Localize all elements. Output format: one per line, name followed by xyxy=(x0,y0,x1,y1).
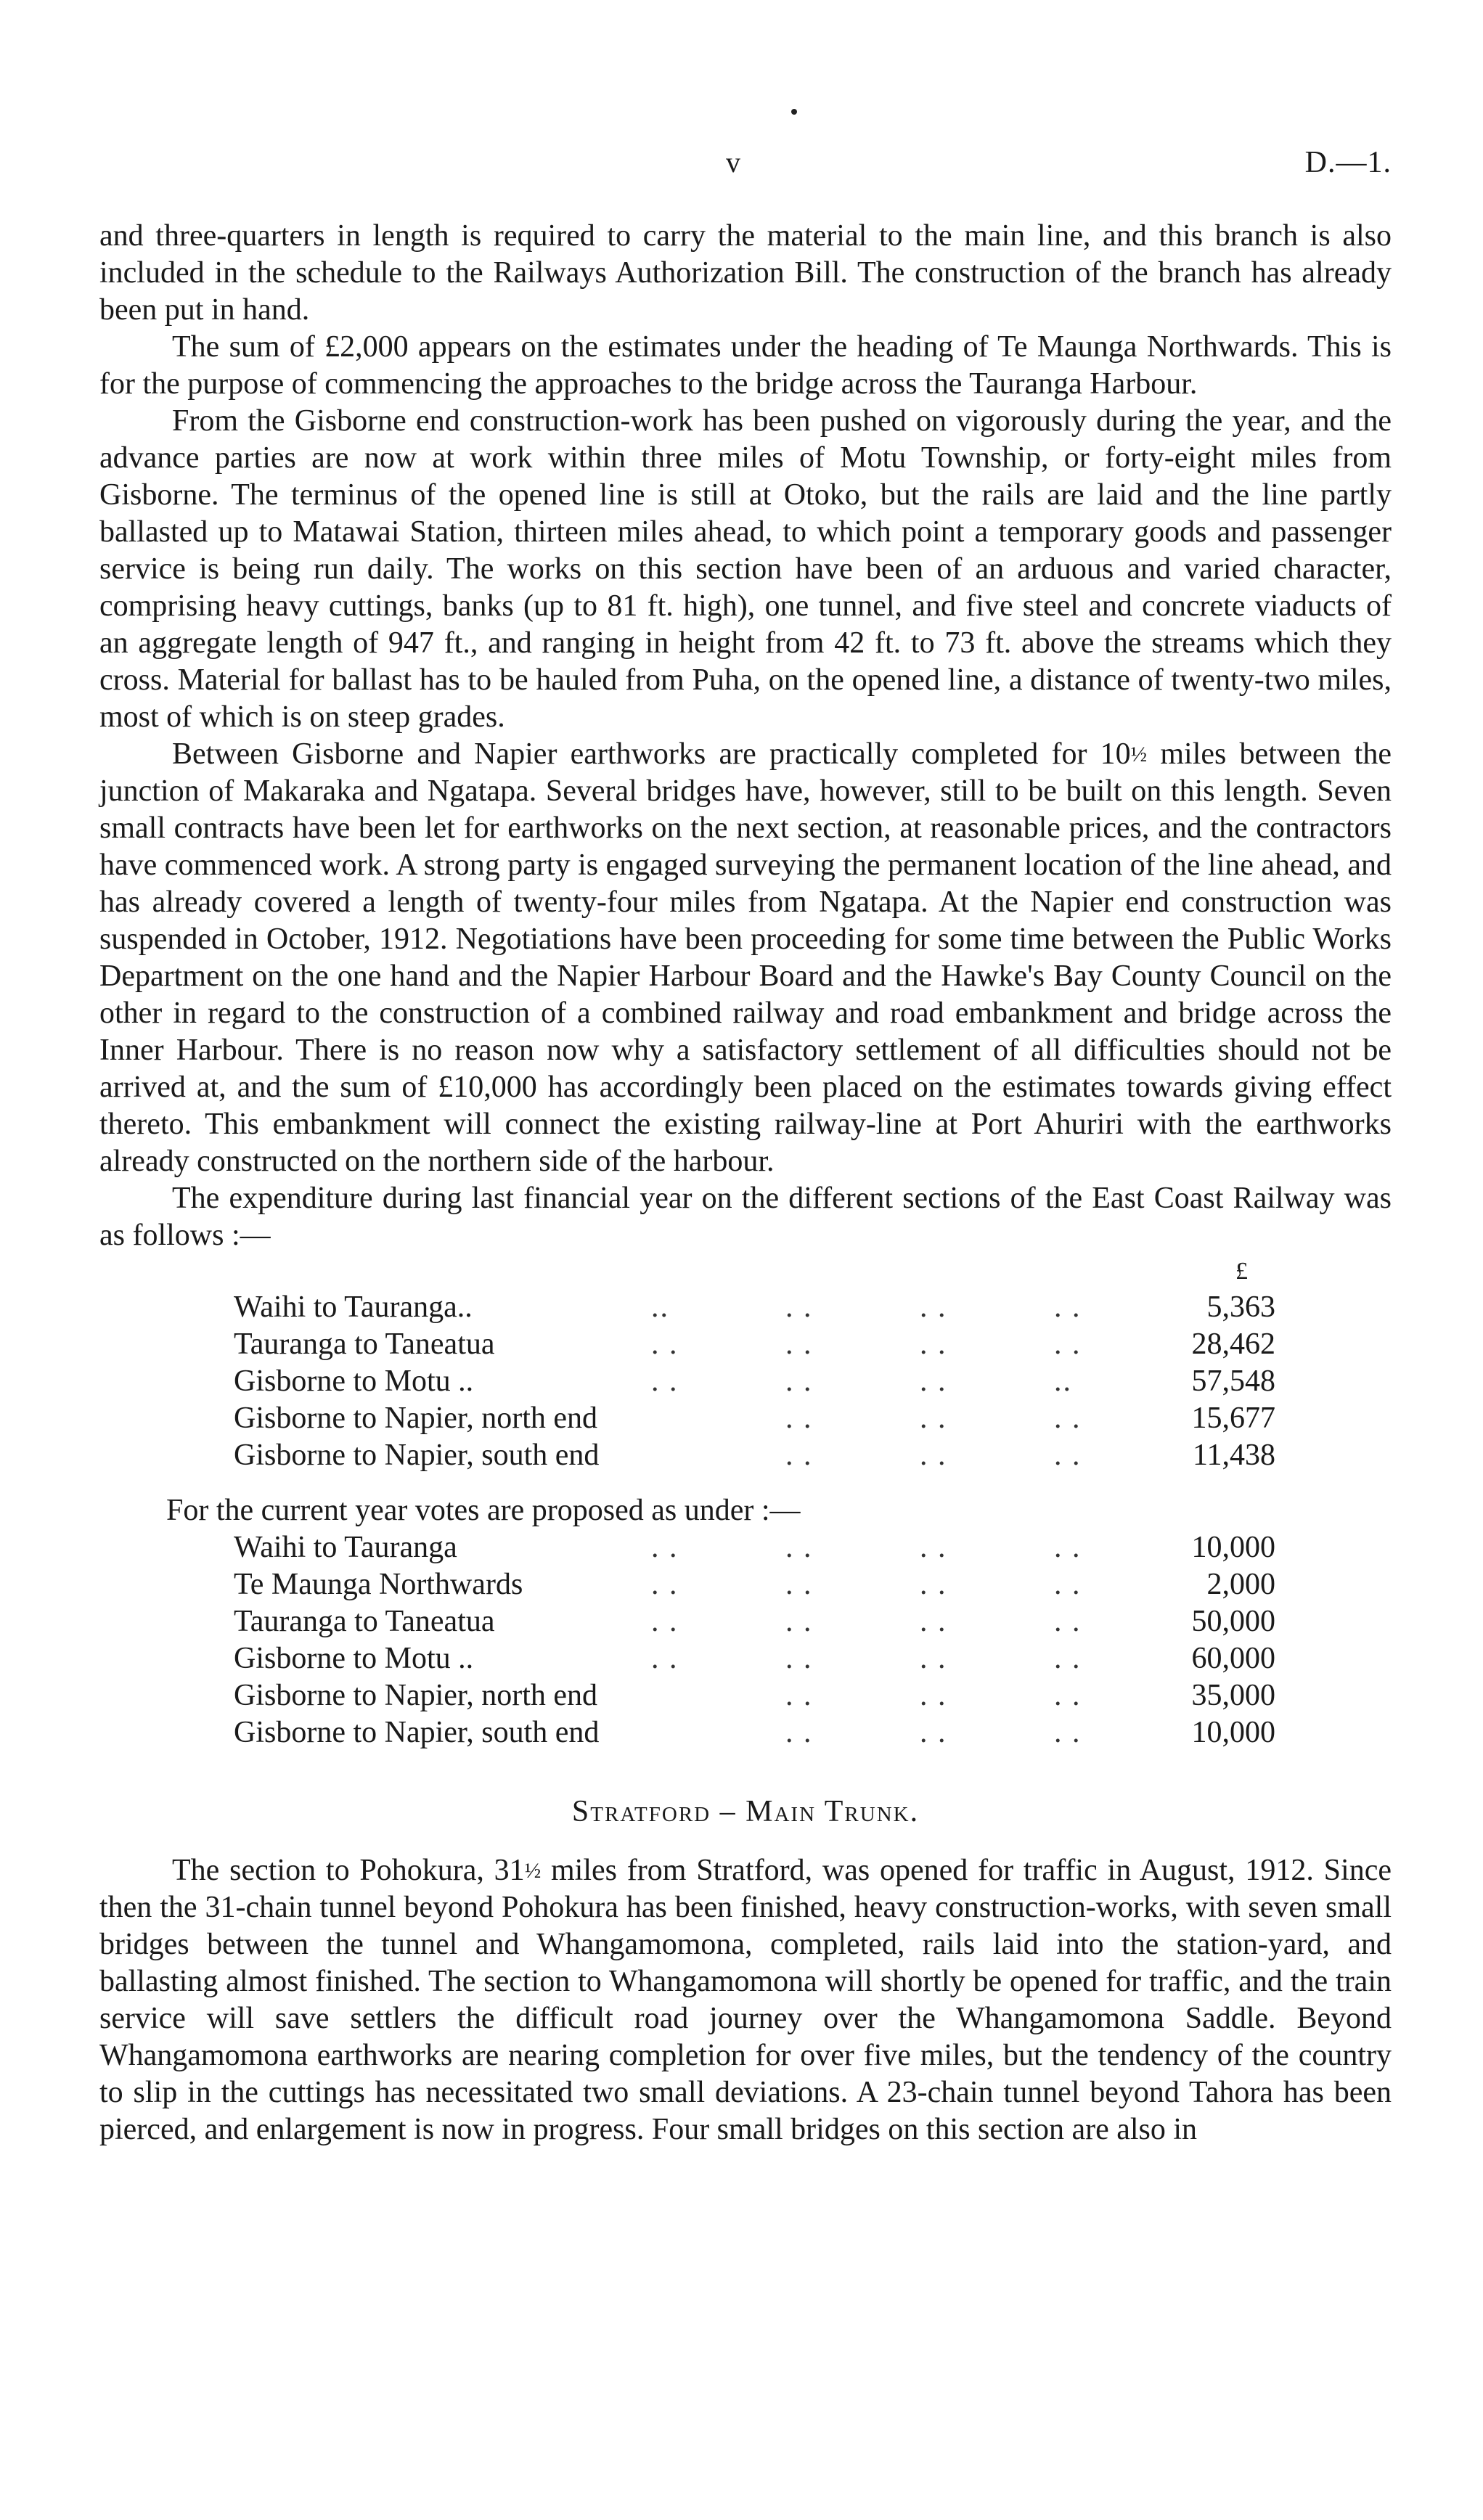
row-label: Gisborne to Motu .. xyxy=(234,1642,474,1675)
paragraph-te-maunga: The sum of £2,000 appears on the estimates under the heading of Te Maunga Northwards. This is for the purpose of commencing the approaches to the bridge across the Tauranga Harbour. xyxy=(99,330,1392,401)
paragraph-stratford-rest: miles from Stratford, was opened for traffic in August, 1912. Since then the 31-chain tunnel beyond Pohokura has been finished, heavy construction-works, with seven small bridges between the tunnel and Whangamomona, completed, rails laid into the station-yard, and ballasting almost finished. The section to Whangamomona will shortly be opened for traffic, and the train service will save settlers the difficult road journey over the Whangamomona Saddle. Beyond Whangamomona earthworks are nearing completion for over five miles, but the tendency of the country to slip in the cuttings has necessitated two small deviations. A 23-chain tunnel beyond Tahora has been pierced, and enlargement is now in progress. Four small bridges on this section are also in xyxy=(99,1854,1392,2146)
table-row xyxy=(99,1603,1392,1640)
leader-dots: . . . . . . . . xyxy=(651,1328,1082,1361)
row-amount: 28,462 xyxy=(1191,1328,1275,1361)
currency-unit: £ xyxy=(1235,1258,1248,1285)
row-amount: 35,000 xyxy=(1191,1679,1275,1712)
paragraph-gisborne-end: From the Gisborne end construction-work has been pushed on vigorously during the year, and the advance parties are now at work within three miles of Motu Township, or forty-eight miles from Gisborne. The terminus of the opened line is still at Otoko, but the rails are laid and the line partly ballasted up to Matawai Station, thirteen miles ahead, to which point a temporary goods and passenger service is being run daily. The works on this section have been of an arduous and varied character, comprising heavy cuttings, banks (up to 81 ft. high), one tunnel, and five steel and concrete viaducts of an aggregate length of 947 ft., and ranging in height from 42 ft. to 73 ft. above the streams which they cross. Material for ballast has to be hauled from Puha, on the opened line, a distance of twenty-two miles, most of which is on steep grades. xyxy=(99,404,1392,734)
row-amount: 50,000 xyxy=(1191,1605,1275,1638)
row-label: Waihi to Tauranga.. xyxy=(234,1290,473,1324)
document-reference: D.—1. xyxy=(1304,146,1392,179)
section-heading: Stratford – Main Trunk. xyxy=(571,1795,920,1828)
row-amount: 60,000 xyxy=(1191,1642,1275,1675)
votes-table xyxy=(99,1529,1392,1751)
paragraph-gisborne-napier-rest: miles between the junction of Makaraka and Ngatapa. Several bridges have, however, still to be built on this length. Seven small contracts have been let for earthworks on the next section, at reasonable prices, and the contractors have commenced work. A strong party is engaged surveying the permanent location of the line ahead, and has already covered a length of twenty-four miles from Ngatapa. At the Napier end construction was suspended in October, 1912. Negotiations have been proceeding for some time between the Public Works Department on the one hand and the Napier Harbour Board and the Hawke's Bay County Council on the other in regard to the construction of a combined railway and road embankment and bridge across the Inner Harbour. There is no reason now why a satisfactory settlement of all difficulties should not be arrived at, and the sum of £10,000 has accordingly been placed on the estimates towards giving effect thereto. This embankment will connect the existing railway-line at Port Ahuriri with the earthworks already constructed on the northern side of the harbour. xyxy=(99,737,1392,1178)
row-label: Gisborne to Napier, south end xyxy=(234,1439,600,1472)
table-row xyxy=(99,1677,1392,1714)
row-amount: 10,000 xyxy=(1191,1716,1275,1749)
leader-dots: . . . . . . xyxy=(785,1716,1082,1749)
table-row xyxy=(99,1714,1392,1751)
row-amount: 10,000 xyxy=(1191,1531,1275,1564)
leader-dots: . . . . . . xyxy=(785,1439,1082,1472)
leader-dots: . . . . . . . . xyxy=(651,1642,1082,1675)
print-speck xyxy=(791,109,797,115)
currency-unit-row xyxy=(99,1254,1392,1289)
row-amount: 15,677 xyxy=(1191,1402,1275,1435)
table-row xyxy=(99,1566,1392,1603)
paragraph-stratford-start: The section to Pohokura, 31 xyxy=(172,1854,525,1887)
paragraph-gisborne-napier xyxy=(99,736,1392,1180)
row-label: Waihi to Tauranga xyxy=(234,1531,457,1564)
leader-dots: . . . . . . . . xyxy=(651,1568,1082,1601)
page-body xyxy=(99,218,1392,2148)
table-row xyxy=(99,1326,1392,1363)
votes-intro: For the current year votes are proposed as under :— xyxy=(166,1494,801,1527)
row-label: Tauranga to Taneatua xyxy=(234,1328,495,1361)
row-amount: 11,438 xyxy=(1193,1439,1275,1472)
table-row xyxy=(99,1400,1392,1437)
leader-dots: . . . . . . xyxy=(785,1402,1082,1435)
paragraph-expenditure-intro: The expenditure during last financial year on the different sections of the East Coast Railway was as follows :— xyxy=(99,1182,1392,1252)
row-amount: 2,000 xyxy=(1206,1568,1275,1601)
row-label: Te Maunga Northwards xyxy=(234,1568,523,1601)
leader-dots: . . . . . . .. xyxy=(651,1365,1072,1398)
row-amount: 5,363 xyxy=(1206,1290,1275,1324)
paragraph-continuation: and three-quarters in length is required to carry the material to the main line, and this branch is also included in the schedule to the Railways Authorization Bill. The construction of the branch has already been put in hand. xyxy=(99,219,1392,327)
row-amount: 57,548 xyxy=(1191,1365,1275,1398)
fraction-half: ½ xyxy=(524,1859,542,1883)
page-header xyxy=(0,145,1483,189)
row-label: Gisborne to Napier, north end xyxy=(234,1402,598,1435)
leader-dots: . . . . . . . . xyxy=(651,1531,1082,1564)
table-row xyxy=(99,1289,1392,1326)
row-label: Gisborne to Napier, south end xyxy=(234,1716,600,1749)
table-row xyxy=(99,1363,1392,1400)
table-row xyxy=(99,1640,1392,1677)
expenditure-table xyxy=(99,1254,1392,1474)
paragraph-gisborne-napier-start: Between Gisborne and Napier earthworks are practically completed for 10 xyxy=(172,737,1131,771)
page-number: v xyxy=(726,146,740,179)
table-row xyxy=(99,1529,1392,1566)
row-label: Gisborne to Motu .. xyxy=(234,1365,474,1398)
table-row xyxy=(99,1437,1392,1474)
row-label: Tauranga to Taneatua xyxy=(234,1605,495,1638)
leader-dots: .. . . . . . . xyxy=(651,1290,1082,1324)
fraction-half: ½ xyxy=(1130,742,1148,766)
leader-dots: . . . . . . xyxy=(785,1679,1082,1712)
paragraph-stratford xyxy=(99,1852,1392,2148)
row-label: Gisborne to Napier, north end xyxy=(234,1679,598,1712)
leader-dots: . . . . . . . . xyxy=(651,1605,1082,1638)
